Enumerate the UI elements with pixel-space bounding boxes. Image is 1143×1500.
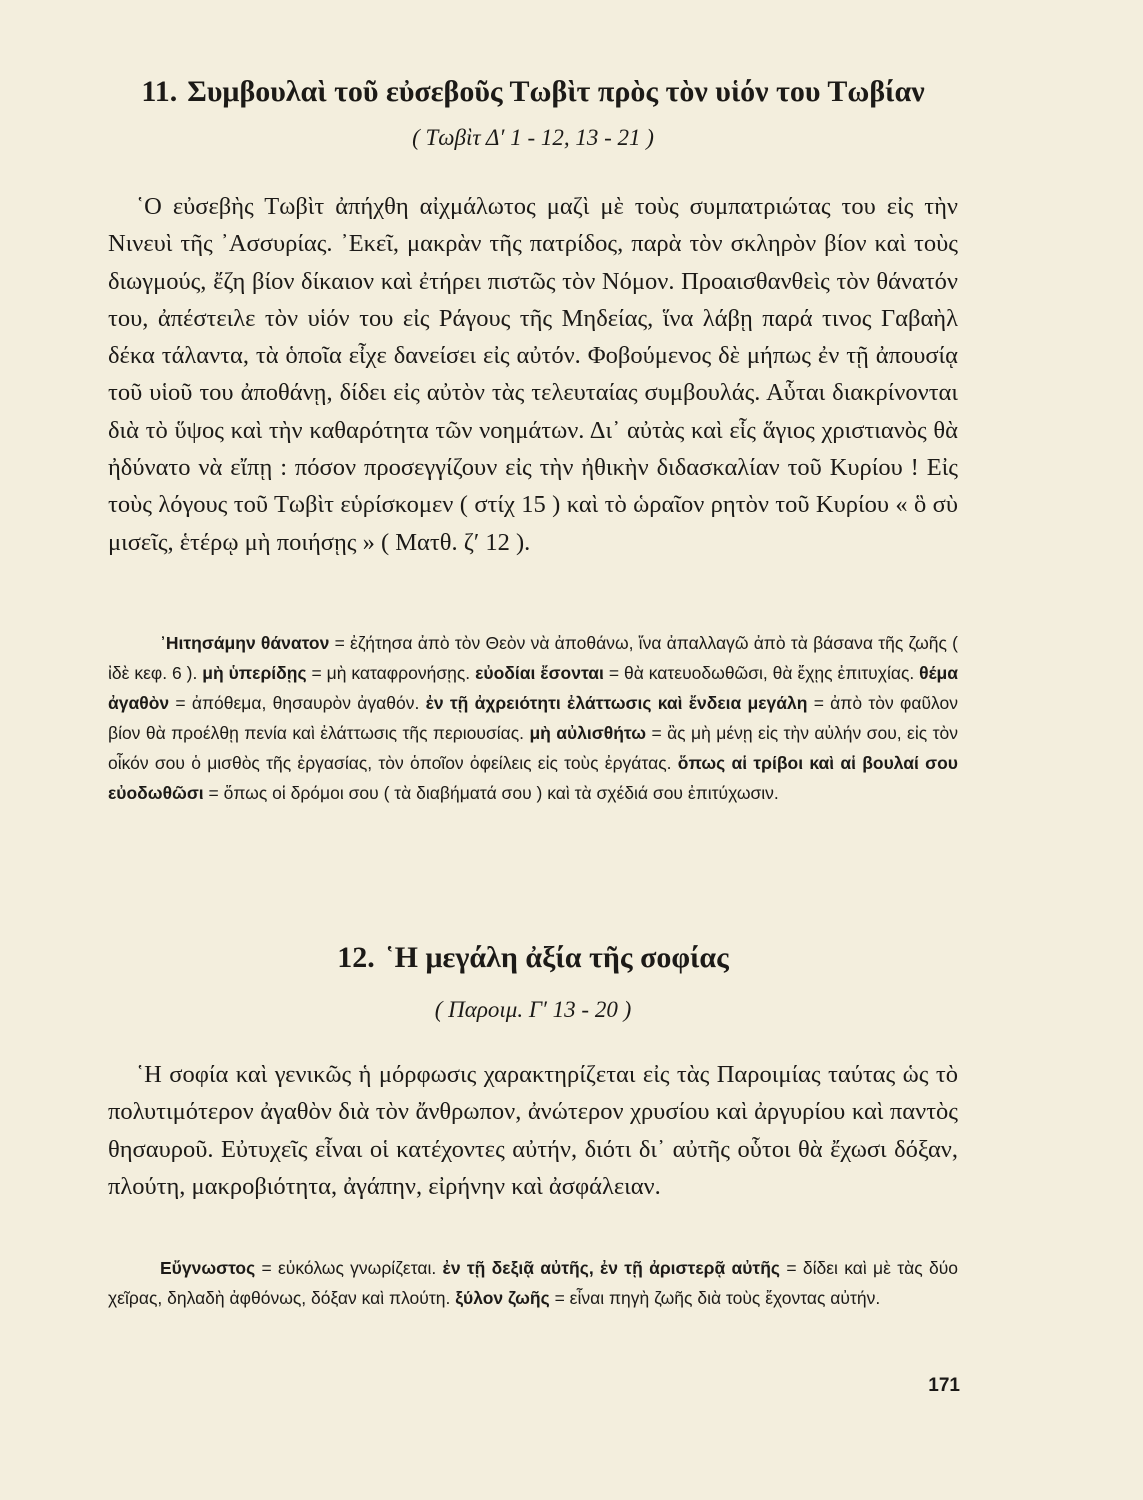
section-11-reference: ( Τωβὶτ Δ′ 1 - 12, 13 - 21 ): [412, 125, 654, 150]
section-11-body-text: ῾Ο εὐσεβὴς Τωβὶτ ἀπήχθη αἰχμάλωτος μαζὶ μὲ τοὺς συμπατριώτας του εἰς τὴν Νινευὶ τῆς ᾿Ασσυρίας. ᾿Εκεῖ, μακρὰν τῆς πατρίδος, παρὰ τὸν σκληρὸν βίον καὶ τοὺς διωγμούς, ἔζη βίον δίκαιον καὶ ἐτήρει πιστῶς τὸν Νόμον. Προαισθανθεὶς τὸν θάνατόν του, ἀπέστειλε τὸν υἱόν του εἰς Ράγους τῆς Μηδείας, ἵνα λάβῃ παρά τινος Γαβαὴλ δέκα τάλαντα, τὰ ὁποῖα εἶχε δανείσει εἰς αὐτόν. Φοβούμενος δὲ μήπως ἐν τῇ ἀπουσίᾳ τοῦ υἱοῦ του ἀποθάνῃ, δίδει εἰς αὐτὸν τὰς τελευταίας συμβουλάς. Αὗται διακρίνονται διὰ τὸ ὕψος καὶ τὴν καθαρότητα τῶν νοημάτων. Δι᾿ αὐτὰς καὶ εἷς ἅγιος χριστιανὸς θὰ ἠδύνατο νὰ εἴπῃ : πόσον προσεγγίζουν εἰς τὴν ἠθικὴν διδασκαλίαν τοῦ Κυρίου ! Εἰς τοὺς λόγους τοῦ Τωβὶτ εὑρίσκομεν ( στίχ 15 ) καὶ τὸ ὡραῖον ρητὸν τοῦ Κυρίου « ὃ σὺ μισεῖς, ἑτέρῳ μὴ ποιήσῃς » ( Ματθ. ζ′ 12 ).: [108, 193, 958, 556]
gloss-def: = δίδει καὶ μὲ τὰς δύο χεῖρας, δηλαδὴ ἀφθόνως, δόξαν καὶ πλούτη.: [108, 1258, 958, 1308]
gloss-def: = θὰ κατευοδωθῶσι, θὰ ἔχῃς ἐπιτυχίας.: [608, 663, 915, 683]
gloss-def: = ἂς μὴ μένῃ εἰς τὴν αὐλήν σου, εἰς τὸν οἶκόν σου ὁ μισθὸς τῆς ἐργασίας, τὸν ὁποῖον ὀφείλεις εἰς τοὺς ἐργάτας.: [108, 723, 958, 773]
gloss-term: εὐοδίαι ἔσονται: [475, 663, 604, 683]
section-11-body-block: [108, 188, 958, 561]
gloss-term: μὴ αὐλισθήτω: [529, 723, 647, 743]
gloss-def: = εὐκόλως γνωρίζεται.: [261, 1258, 437, 1278]
gloss-term: θέμα ἀγαθὸν: [108, 663, 958, 713]
section-12-glossary-text: [108, 1253, 958, 1313]
section-11-title: Συμβουλαὶ τοῦ εὐσεβοῦς Τωβὶτ πρὸς τὸν υἱόν του Τωβίαν: [187, 75, 925, 108]
section-12-title: ῾Η μεγάλη ἀξία τῆς σοφίας: [384, 941, 729, 974]
gloss-def: = εἶναι πηγὴ ζωῆς διὰ τοὺς ἔχοντας αὐτήν.: [554, 1288, 881, 1308]
section-11-number: 11.: [141, 75, 178, 108]
gloss-term: ᾿Ηιτησάμην θάνατον: [160, 633, 330, 653]
gloss-term: ξύλον ζωῆς: [455, 1288, 550, 1308]
section-11-body: [108, 188, 958, 561]
gloss-term: ἐν τῇ δεξιᾷ αὐτῆς, ἐν τῇ ἀριστερᾷ αὐτῆς: [442, 1258, 781, 1278]
section-11-heading: [108, 72, 958, 112]
section-12-body-text: ῾Η σοφία καὶ γενικῶς ἡ μόρφωσις χαρακτηρίζεται εἰς τὰς Παροιμίας ταύτας ὡς τὸ πολυτιμότερον ἀγαθὸν διὰ τὸν ἄνθρωπον, ἀνώτερον χρυσίου καὶ ἀργυρίου καὶ παντὸς θησαυροῦ. Εὐτυχεῖς εἶναι οἱ κατέχοντες αὐτήν, διότι δι᾿ αὐτῆς οὗτοι θὰ ἔχωσι δόξαν, πλούτη, μακροβιότητα, ἀγάπην, εἰρήνην καὶ ἀσφάλειαν.: [108, 1061, 958, 1200]
gloss-def: = μὴ καταφρονήσῃς.: [311, 663, 471, 683]
gloss-term: μὴ ὑπερίδῃς: [202, 663, 307, 683]
gloss-def: = ἐζήτησα ἀπὸ τὸν Θεὸν νὰ ἀποθάνω, ἵνα ἀπαλλαγῶ ἀπὸ τὰ βάσανα τῆς ζωῆς ( ἰδὲ κεφ. 6 ).: [108, 633, 958, 683]
gloss-term: ἐν τῇ ἀχρειότητι ἐλάττωσις καὶ ἔνδεια μεγάλη: [425, 693, 808, 713]
section-12-glossary: [108, 1253, 958, 1313]
section-12-body: [108, 1056, 958, 1205]
gloss-term: ὅπως αἱ τρίβοι καὶ αἱ βουλαί σου εὐοδωθῶσι: [108, 753, 958, 803]
gloss-def: = ἀπὸ τὸν φαῦλον βίον θὰ προέλθῃ πενία καὶ ἐλάττωσις τῆς περιουσίας.: [108, 693, 958, 743]
gloss-def: = ἀπόθεμα, θησαυρὸν ἀγαθόν.: [175, 693, 420, 713]
section-12-reference: ( Παροιμ. Γ′ 13 - 20 ): [434, 997, 632, 1022]
section-11-glossary-text: [108, 628, 958, 808]
section-12-heading: [108, 938, 958, 978]
section-11-glossary: [108, 628, 958, 808]
gloss-def: = ὅπως οἱ δρόμοι σου ( τὰ διαβήματά σου ) καὶ τὰ σχέδιά σου ἐπιτύχωσιν.: [208, 783, 779, 803]
section-12-number: 12.: [337, 941, 375, 974]
gloss-term: Εὔγνωστος: [160, 1258, 256, 1278]
page-number: 171: [928, 1375, 960, 1396]
section-12-body-block: [108, 1056, 958, 1205]
